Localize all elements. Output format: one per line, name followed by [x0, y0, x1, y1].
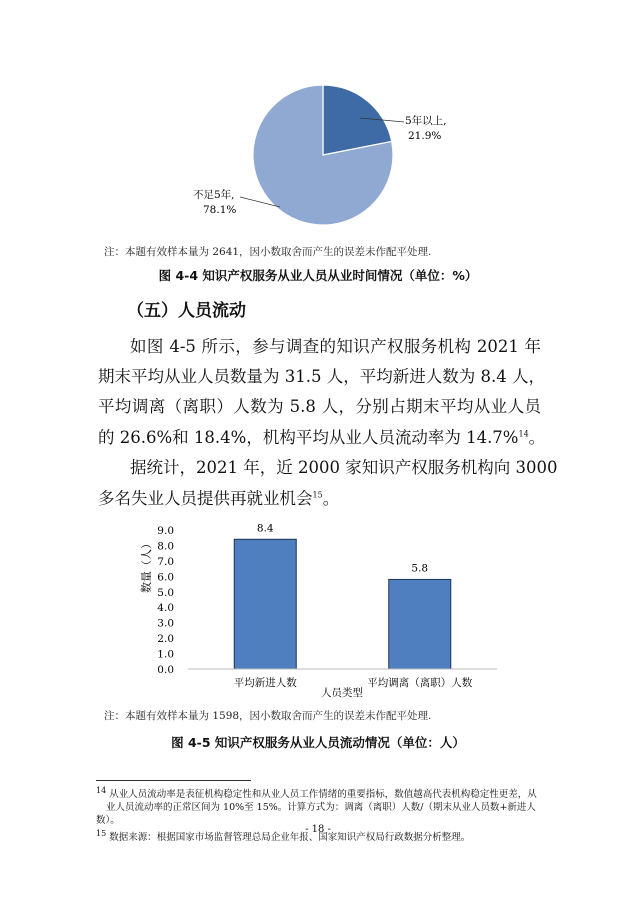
- footnote-14: [96, 784, 546, 827]
- figure-caption: 图 4-4 知识产权服务从业人员从业时间情况（单位：%）: [158, 268, 478, 283]
- paragraph-text: 。: [528, 428, 546, 447]
- x-tick-label: 平均调离（离职）人数: [367, 677, 473, 689]
- footnote-ref[interactable]: 15: [312, 490, 323, 500]
- footnote-ref[interactable]: 14: [518, 429, 529, 439]
- paragraph-line: 期末平均从业人员数量为 31.5 人，平均新进人数为 8.4 人，: [98, 367, 545, 386]
- bar: [389, 579, 451, 669]
- y-tick-label: 7.0: [157, 555, 174, 568]
- paragraph-line: 如图 4-5 所示，参与调查的知识产权服务机构 2021 年: [130, 337, 541, 356]
- chart-note: 注：本题有效样本量为 1598，因小数取舍而产生的误差未作配平处理.: [104, 710, 432, 722]
- pie-value-5plus: 21.9%: [408, 130, 442, 142]
- x-tick-label: 平均新进人数: [233, 677, 297, 689]
- x-axis-label: 人员类型: [321, 687, 363, 699]
- y-tick-label: 0.0: [157, 664, 174, 676]
- footnote-text: 从业人员流动率是表征机构稳定性和从业人员工作情绪的重要指标，数值越高代表机构稳定性更差，从: [109, 789, 537, 801]
- pie-label-under5: 不足5年,: [193, 189, 235, 201]
- paragraph-text: 的 26.6%和 18.4%，机构平均从业人员流动率为 14.7%: [98, 428, 519, 447]
- figure-caption: 图 4-5 知识产权服务从业人员流动情况（单位：人）: [171, 735, 465, 750]
- paragraph-line: [98, 424, 546, 448]
- paragraph-line: 据统计，2021 年，近 2000 家知识产权服务机构向 3000: [130, 458, 558, 477]
- footnote-num: 14: [96, 786, 107, 795]
- chart-note: 注：本题有效样本量为 2641，因小数取舍而产生的误差未作配平处理.: [104, 246, 432, 258]
- footnotes: [96, 784, 546, 844]
- pie-label-5plus: 5年以上,: [405, 115, 447, 127]
- paragraph-line: [98, 485, 541, 509]
- footnote-divider: [96, 780, 251, 781]
- y-tick-label: 3.0: [157, 617, 174, 630]
- paragraph-line: 平均调离（离职）人数为 5.8 人，分别占期末平均从业人员: [98, 397, 541, 416]
- y-tick-label: 4.0: [157, 602, 174, 615]
- pie-chart: [0, 0, 636, 240]
- y-tick-label: 6.0: [157, 571, 174, 584]
- y-axis-label: 数量（人）: [140, 538, 153, 593]
- y-tick-label: 1.0: [157, 648, 174, 661]
- page-number: - 18 -: [305, 824, 331, 835]
- pie-value-under5: 78.1%: [203, 204, 237, 216]
- bar-value-label: 5.8: [411, 562, 429, 575]
- footnote-text: 数据来源：根据国家市场监督管理总局企业年报、国家知识产权局行政数据分析整理。: [109, 832, 471, 844]
- bar: [234, 539, 296, 669]
- y-tick-label: 5.0: [157, 586, 174, 599]
- y-tick-label: 8.0: [157, 540, 174, 553]
- footnote-text: 业人员流动率的正常区间为 10%至 15%。计算方式为：调离（离职）人数/（期末从业人员数+新进人数）。: [96, 802, 536, 827]
- bar-chart: [0, 510, 636, 700]
- bar-value-label: 8.4: [256, 522, 274, 535]
- paragraph-text: 。: [322, 489, 340, 508]
- footnote-num: 15: [96, 829, 107, 839]
- y-tick-label: 9.0: [157, 525, 174, 537]
- paragraph-text: 多名失业人员提供再就业机会: [98, 489, 313, 508]
- y-tick-label: 2.0: [157, 633, 174, 646]
- section-heading: （五）人员流动: [127, 301, 246, 321]
